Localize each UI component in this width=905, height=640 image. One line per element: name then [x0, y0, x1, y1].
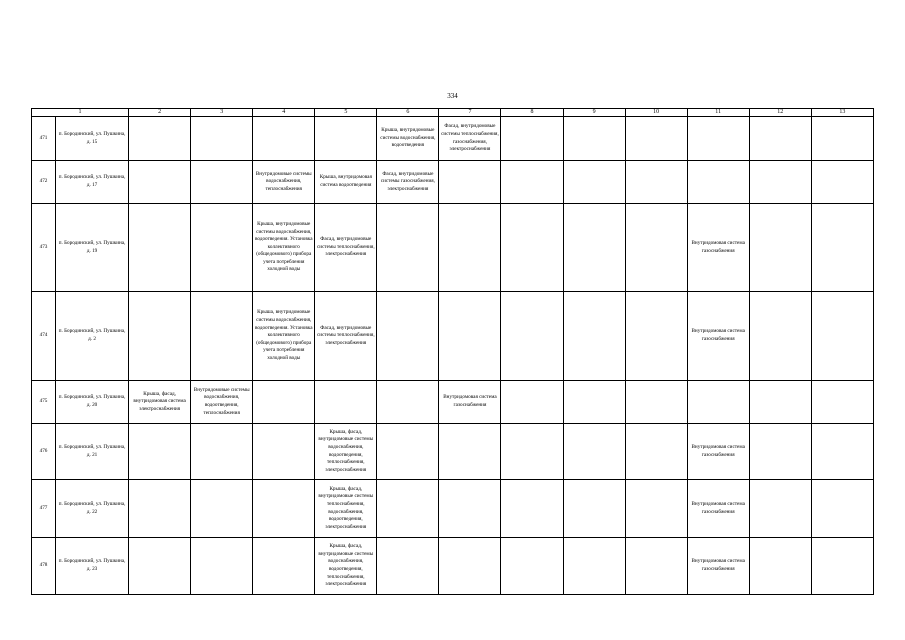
table-cell-c9 — [563, 480, 625, 538]
table-cell-c13 — [811, 161, 873, 204]
table-cell-c4 — [253, 424, 315, 480]
cell-text: Крыша, внутридомовые системы водоснабжения, водоотведения. Установка коллективного (общедомового) прибора учета потребления холодной воды — [254, 220, 313, 273]
table-cell-c5 — [315, 381, 377, 424]
table-cell-c6 — [377, 292, 439, 381]
table-cell-c3 — [191, 480, 253, 538]
table-cell-c5 — [315, 292, 377, 381]
cell-text: п. Бородинский, ул. Пушкина, д. 20 — [58, 394, 126, 408]
table-cell-c4 — [253, 204, 315, 292]
table-cell-c3 — [191, 161, 253, 204]
column-header-5: 5 — [315, 109, 377, 117]
address-cell — [56, 424, 129, 480]
address-cell — [56, 292, 129, 381]
cell-text: Внутридомовая система газоснабжения — [691, 443, 745, 458]
table-cell-c2 — [129, 204, 191, 292]
table-cell-c10 — [625, 538, 687, 595]
table-cell-c10 — [625, 292, 687, 381]
cell-text: 474 — [39, 332, 48, 339]
table-row — [32, 538, 874, 595]
cell-text: Внутридомовая система газоснабжения — [691, 500, 745, 515]
row-number-cell — [32, 381, 56, 424]
table-cell-c2 — [129, 161, 191, 204]
table-cell-c11 — [687, 480, 749, 538]
cell-text: Внутридомовая система газоснабжения — [691, 328, 745, 342]
column-header-9: 9 — [563, 109, 625, 117]
table-cell-c12 — [749, 538, 811, 595]
table-cell-c6 — [377, 204, 439, 292]
column-header-11: 11 — [687, 109, 749, 117]
table-cell-c13 — [811, 538, 873, 595]
table-cell-c6 — [377, 538, 439, 595]
cell-text: Крыша, фасад, внутридомовые системы теплоснабжения, водоснабжения, водоотведения, электроснабжения — [318, 485, 374, 530]
table-cell-c12 — [749, 480, 811, 538]
column-header-10: 10 — [625, 109, 687, 117]
table-cell-c7 — [439, 117, 501, 161]
table-cell-c6 — [377, 424, 439, 480]
table-cell-c4 — [253, 538, 315, 595]
cell-text: п. Бородинский, ул. Пушкина, д. 21 — [58, 443, 126, 458]
cell-text: п. Бородинский, ул. Пушкина, д. 22 — [58, 500, 126, 515]
row-number-cell — [32, 117, 56, 161]
cell-text: Фасад, внутридомовые системы теплоснабжения, электроснабжения — [317, 236, 375, 258]
table-cell-c12 — [749, 117, 811, 161]
work-schedule-table — [31, 108, 874, 595]
table-cell-c5 — [315, 538, 377, 595]
table-cell-c5 — [315, 480, 377, 538]
table-cell-c12 — [749, 424, 811, 480]
cell-text: п. Бородинский, ул. Пушкина, д. 15 — [58, 130, 126, 145]
table-cell-c8 — [501, 292, 563, 381]
table-row — [32, 424, 874, 480]
table-cell-c8 — [501, 117, 563, 161]
table-row — [32, 161, 874, 204]
table-cell-c9 — [563, 204, 625, 292]
cell-text: Фасад, внутридомовые системы газоснабжения, электроснабжения — [380, 170, 435, 192]
table-cell-c11 — [687, 161, 749, 204]
cell-text: Крыша, фасад, внутридомовые системы водоснабжения, водоотведения, теплоснабжения, электроснабжения — [318, 428, 374, 473]
cell-text: 477 — [39, 504, 48, 511]
table-row — [32, 480, 874, 538]
table-cell-c7 — [439, 292, 501, 381]
table-cell-c10 — [625, 480, 687, 538]
column-header-1: 1 — [32, 109, 129, 117]
table-cell-c7 — [439, 381, 501, 424]
table-cell-c5 — [315, 424, 377, 480]
cell-text: Крыша, внутридомовая система водоотведения — [319, 174, 372, 188]
address-cell — [56, 161, 129, 204]
cell-text: Крыша, внутридомовые системы водоснабжения, водоотведения — [380, 127, 436, 149]
table-cell-c7 — [439, 424, 501, 480]
row-number-cell — [32, 538, 56, 595]
row-number-cell — [32, 161, 56, 204]
table-cell-c5 — [315, 161, 377, 204]
column-header-4: 4 — [253, 109, 315, 117]
table-row — [32, 117, 874, 161]
table-cell-c4 — [253, 117, 315, 161]
table-cell-c8 — [501, 204, 563, 292]
column-header-3: 3 — [191, 109, 253, 117]
table-cell-c10 — [625, 117, 687, 161]
table-cell-c8 — [501, 424, 563, 480]
cell-text: Фасад, внутридомовые системы теплоснабжения, газоснабжения, электроснабжения — [441, 123, 499, 153]
cell-text: Крыша, фасад, внутридомовые системы водоснабжения, водоотведения, теплоснабжения, электроснабжения — [318, 543, 374, 588]
table-cell-c4 — [253, 292, 315, 381]
table-cell-c8 — [501, 381, 563, 424]
cell-text: п. Бородинский, ул. Пушкина, д. 19 — [58, 239, 126, 254]
cell-text: 471 — [39, 134, 48, 141]
column-header-6: 6 — [377, 109, 439, 117]
address-cell — [56, 538, 129, 595]
table-cell-c3 — [191, 381, 253, 424]
cell-text: 472 — [39, 178, 48, 185]
table-cell-c13 — [811, 117, 873, 161]
address-cell — [56, 381, 129, 424]
table-cell-c12 — [749, 161, 811, 204]
column-header-2: 2 — [129, 109, 191, 117]
table-cell-c2 — [129, 117, 191, 161]
table-cell-c12 — [749, 204, 811, 292]
cell-text: Крыша, фасад, внутридомовая система электроснабжения — [133, 390, 186, 412]
table-cell-c11 — [687, 292, 749, 381]
address-cell — [56, 480, 129, 538]
cell-text: п. Бородинский, ул. Пушкина, д. 17 — [58, 174, 126, 188]
column-header-8: 8 — [501, 109, 563, 117]
table-cell-c12 — [749, 381, 811, 424]
column-header-7: 7 — [439, 109, 501, 117]
table-cell-c3 — [191, 204, 253, 292]
table-cell-c6 — [377, 480, 439, 538]
table-cell-c2 — [129, 538, 191, 595]
table-cell-c13 — [811, 424, 873, 480]
table-cell-c4 — [253, 480, 315, 538]
table-cell-c3 — [191, 424, 253, 480]
table-cell-c6 — [377, 161, 439, 204]
row-number-cell — [32, 424, 56, 480]
table-cell-c10 — [625, 161, 687, 204]
table-cell-c10 — [625, 204, 687, 292]
table-cell-c11 — [687, 538, 749, 595]
table-row — [32, 292, 874, 381]
table-cell-c13 — [811, 292, 873, 381]
cell-text: Внутридомовая система газоснабжения — [443, 394, 497, 408]
column-header-13: 13 — [811, 109, 873, 117]
table-cell-c5 — [315, 117, 377, 161]
table-cell-c9 — [563, 381, 625, 424]
table-cell-c9 — [563, 292, 625, 381]
table-row — [32, 381, 874, 424]
table-cell-c2 — [129, 381, 191, 424]
cell-text: Крыша, внутридомовые системы водоснабжения, водоотведения. Установка коллективного (общедомового) прибора учета потребления холодной воды — [254, 309, 313, 361]
table-cell-c11 — [687, 381, 749, 424]
cell-text: 476 — [39, 447, 48, 454]
table-cell-c7 — [439, 204, 501, 292]
table-cell-c6 — [377, 381, 439, 424]
cell-text: 478 — [39, 562, 48, 569]
table-cell-c10 — [625, 424, 687, 480]
address-cell — [56, 204, 129, 292]
cell-text: п. Бородинский, ул. Пушкина, д. 23 — [58, 558, 126, 572]
table-cell-c9 — [563, 424, 625, 480]
table-cell-c10 — [625, 381, 687, 424]
table-cell-c8 — [501, 538, 563, 595]
row-number-cell — [32, 292, 56, 381]
table-cell-c13 — [811, 480, 873, 538]
cell-text: Фасад, внутридомовые системы теплоснабжения, электроснабжения — [317, 324, 375, 346]
cell-text: 473 — [39, 243, 48, 250]
table-cell-c2 — [129, 480, 191, 538]
table-cell-c3 — [191, 292, 253, 381]
table-cell-c7 — [439, 538, 501, 595]
table-cell-c8 — [501, 161, 563, 204]
column-number-row — [32, 109, 874, 117]
table-cell-c2 — [129, 292, 191, 381]
table-cell-c2 — [129, 424, 191, 480]
table-cell-c4 — [253, 161, 315, 204]
table-cell-c3 — [191, 117, 253, 161]
table-cell-c13 — [811, 381, 873, 424]
table-cell-c9 — [563, 538, 625, 595]
table-cell-c12 — [749, 292, 811, 381]
row-number-cell — [32, 480, 56, 538]
cell-text: Внутридомовая система газоснабжения — [691, 239, 745, 254]
table-cell-c9 — [563, 117, 625, 161]
column-header-12: 12 — [749, 109, 811, 117]
cell-text: 475 — [39, 398, 48, 405]
table-cell-c6 — [377, 117, 439, 161]
table-cell-c3 — [191, 538, 253, 595]
page-number: 334 — [447, 92, 458, 100]
cell-text: Внутридомовые системы водоснабжения, теплоснабжения — [255, 170, 312, 192]
table-cell-c4 — [253, 381, 315, 424]
address-cell — [56, 117, 129, 161]
cell-text: п. Бородинский, ул. Пушкина, д. 2 — [58, 328, 126, 342]
table-cell-c5 — [315, 204, 377, 292]
cell-text: Внутридомовые системы водоснабжения, водоотведения, теплоснабжения — [193, 386, 250, 416]
table-cell-c7 — [439, 480, 501, 538]
table-cell-c11 — [687, 424, 749, 480]
row-number-cell — [32, 204, 56, 292]
table-cell-c11 — [687, 117, 749, 161]
table-cell-c7 — [439, 161, 501, 204]
table-cell-c13 — [811, 204, 873, 292]
table-cell-c11 — [687, 204, 749, 292]
table-row — [32, 204, 874, 292]
table-cell-c9 — [563, 161, 625, 204]
table-cell-c8 — [501, 480, 563, 538]
cell-text: Внутридомовая система газоснабжения — [691, 558, 745, 572]
